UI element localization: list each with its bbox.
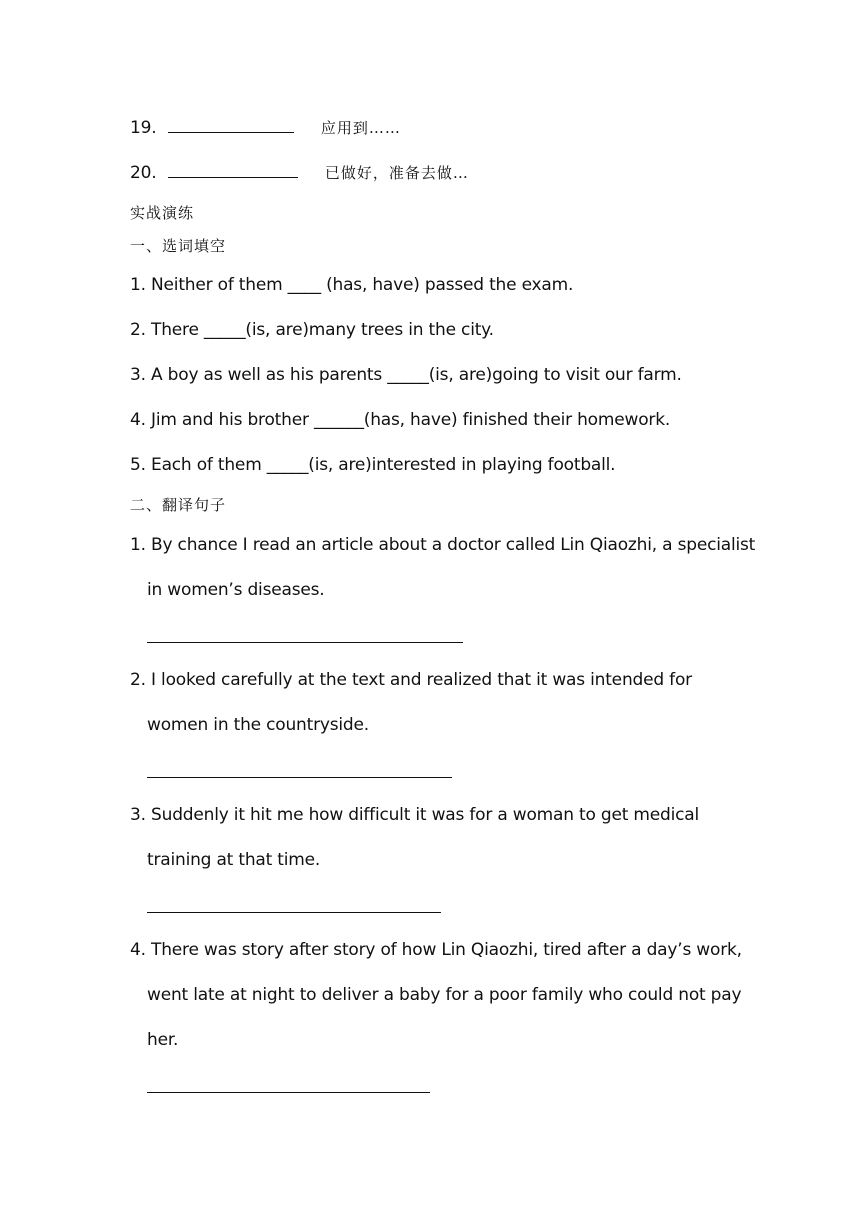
vocab-meaning: 已做好，准备去做… [324,164,469,182]
section-heading-translate: 二、翻译句子 [130,496,227,514]
translate-question-line: women in the countryside. [147,715,369,735]
translate-question-line: 3. Suddenly it hit me how difficult it was for a woman to get medical [130,805,700,825]
vocab-answer-blank[interactable] [168,163,298,178]
translation-answer-line[interactable] [147,912,441,913]
practice-heading: 实战演练 [130,204,195,222]
vocab-answer-blank[interactable] [168,118,294,133]
translate-question-line: 4. There was story after story of how Lin Qiaozhi, tired after a day’s work, [130,940,742,960]
vocab-number: 20. [130,163,157,183]
translate-question-line: went late at night to deliver a baby for a poor family who could not pay [147,985,742,1005]
vocab-row-19 [130,117,401,138]
fill-in-question: 1. Neither of them ____ (has, have) passed the exam. [130,275,574,295]
translate-question-line: 1. By chance I read an article about a doctor called Lin Qiaozhi, a specialist [130,535,756,555]
vocab-number: 19. [130,118,157,138]
vocab-meaning: 应用到…… [320,119,401,137]
translate-question-line: 2. I looked carefully at the text and realized that it was intended for [130,670,692,690]
section-heading-fill-in: 一、选词填空 [130,237,227,255]
translate-question-line: in women’s diseases. [147,580,325,600]
fill-in-question: 4. Jim and his brother ______(has, have) finished their homework. [130,410,671,430]
translate-question-line: her. [147,1030,179,1050]
fill-in-question: 2. There _____(is, are)many trees in the city. [130,320,494,340]
fill-in-question: 5. Each of them _____(is, are)interested in playing football. [130,455,616,475]
vocab-row-20 [130,162,469,183]
fill-in-question: 3. A boy as well as his parents _____(is, are)going to visit our farm. [130,365,682,385]
translation-answer-line[interactable] [147,777,452,778]
translation-answer-line[interactable] [147,642,463,643]
translate-question-line: training at that time. [147,850,321,870]
translation-answer-line[interactable] [147,1092,430,1093]
